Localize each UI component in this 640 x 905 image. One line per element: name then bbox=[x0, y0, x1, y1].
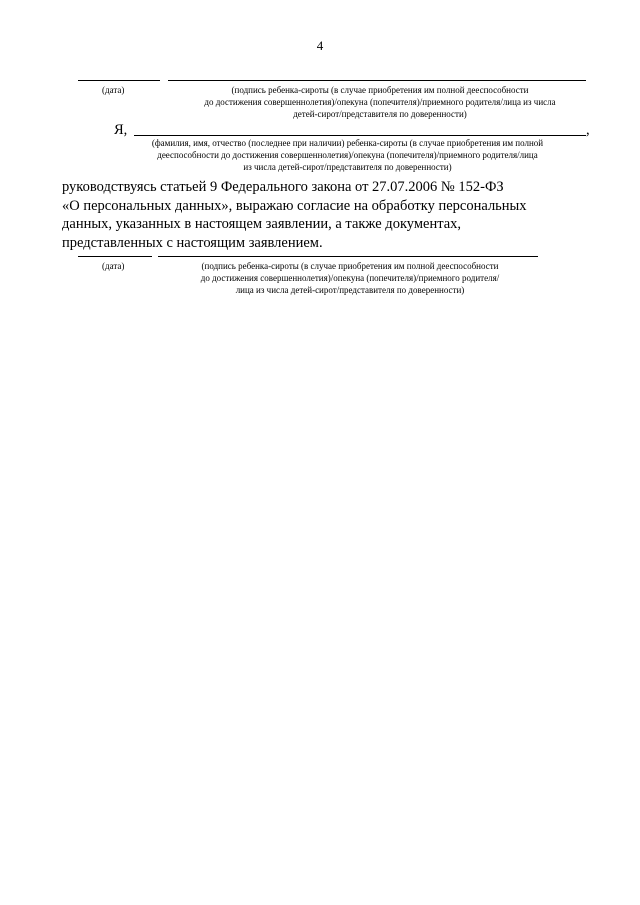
consent-line: «О персональных данных», выражаю согласие на обработку персональных bbox=[62, 197, 527, 214]
signature-caption bbox=[160, 84, 600, 120]
date-line bbox=[78, 80, 160, 81]
fio-caption bbox=[100, 137, 595, 173]
date-line bbox=[78, 256, 152, 257]
signature-line bbox=[168, 80, 586, 81]
consent-line: руководствуясь статьей 9 Федерального закона от 27.07.2006 № 152-ФЗ bbox=[62, 179, 504, 195]
caption-line: лица из числа детей-сирот/представителя по доверенности) bbox=[235, 285, 465, 295]
consent-paragraph bbox=[62, 178, 592, 252]
fio-prefix: Я, bbox=[114, 122, 128, 138]
page-number: 4 bbox=[316, 38, 324, 53]
signature-line bbox=[158, 256, 538, 257]
caption-line: до достижения совершеннолетия)/опекуна (попечителя)/приемного родителя/ bbox=[200, 273, 500, 283]
fio-line bbox=[134, 135, 586, 136]
signature-caption bbox=[150, 260, 550, 296]
date-label: (дата) bbox=[102, 85, 125, 95]
caption-line: (подпись ребенка-сироты (в случае приобретения им полной дееспособности bbox=[201, 261, 499, 271]
caption-line: (подпись ребенка-сироты (в случае приобретения им полной дееспособности bbox=[231, 85, 529, 95]
caption-line: (фамилия, имя, отчество (последнее при наличии) ребенка-сироты (в случае приобретения им полной bbox=[151, 138, 544, 148]
date-label: (дата) bbox=[102, 261, 125, 271]
caption-line: из числа детей-сирот/представителя по доверенности) bbox=[243, 162, 452, 172]
caption-line: дееспособности до достижения совершеннолетия)/опекуна (попечителя)/приемного родителя/лица bbox=[157, 150, 538, 160]
consent-line: представленных с настоящим заявлением. bbox=[62, 234, 323, 251]
caption-line: детей-сирот/представителя по доверенности) bbox=[293, 109, 467, 119]
consent-line: данных, указанных в настоящем заявлении, а также документах, bbox=[62, 216, 462, 232]
fio-suffix: , bbox=[586, 122, 590, 138]
caption-line: до достижения совершеннолетия)/опекуна (попечителя)/приемного родителя/лица из числа bbox=[204, 97, 556, 107]
